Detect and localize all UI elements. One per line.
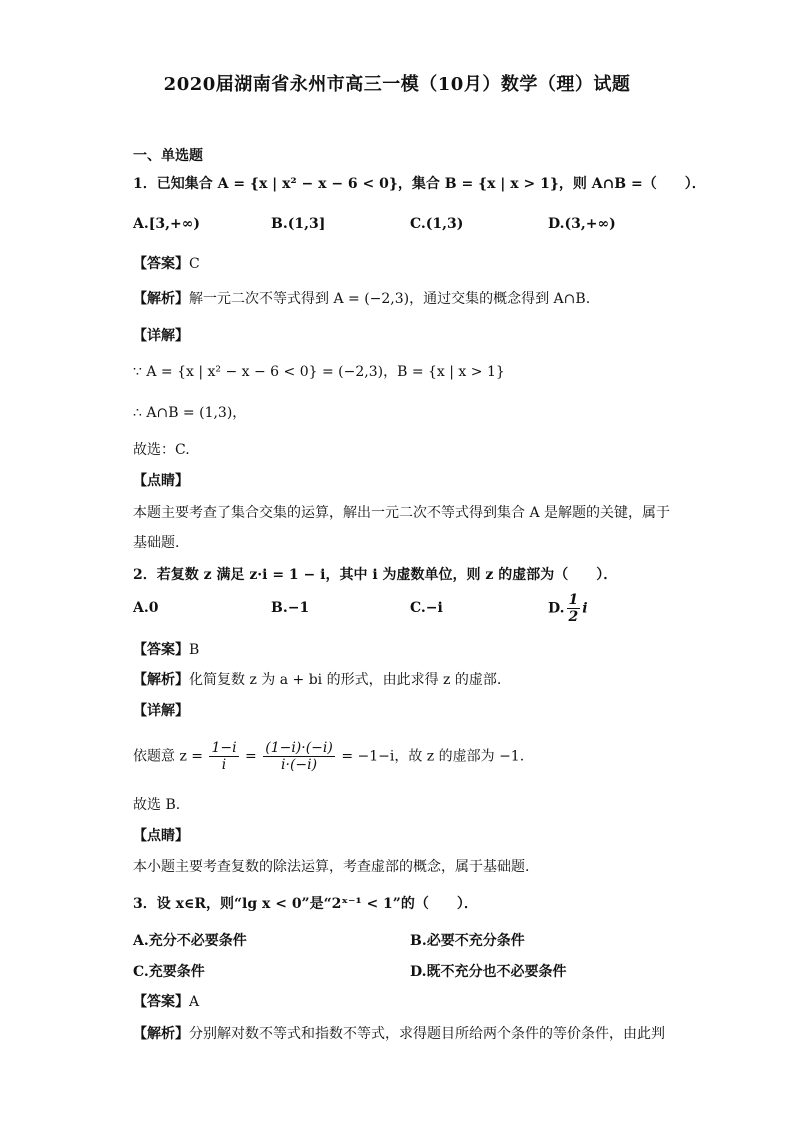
q2-stem: 2．若复数 z 满足 z·i = 1 − i，其中 i 为虚数单位，则 z 的虚部为（ ）． <box>133 567 618 583</box>
equation-fraction-1 <box>209 740 238 773</box>
analysis-tag: 【解析】 <box>133 672 189 688</box>
answer-tag: 【答案】 <box>133 642 189 658</box>
q1-option-b: B.(1,3] <box>271 216 326 232</box>
answer-tag: 【答案】 <box>133 256 189 272</box>
q1-option-d: D.(3,+∞) <box>548 216 616 232</box>
q2-option-d <box>548 592 588 625</box>
fraction-numerator: (1−i)·(−i) <box>265 740 333 756</box>
fraction-denominator: i·(−i) <box>281 757 318 773</box>
q2-comment: 本小题主要考查复数的除法运算，考查虚部的概念，属于基础题. <box>133 859 530 875</box>
analysis-text: 化简复数 z 为 a + bi 的形式，由此求得 z 的虚部. <box>189 672 502 688</box>
answer-value: B <box>189 642 200 658</box>
analysis-text: 解一元二次不等式得到 A = (−2,3)，通过交集的概念得到 A∩B. <box>189 291 591 307</box>
q1-comment-2: 基础题. <box>133 535 180 551</box>
q1-option-a: A.[3,+∞) <box>133 216 200 232</box>
q2-detail-end: 故选 B. <box>133 797 181 813</box>
q1-analysis <box>133 289 590 309</box>
q1-answer <box>133 254 200 274</box>
section-heading: 一、单选题 <box>133 148 203 164</box>
q3-option-b: B.必要不充分条件 <box>410 933 525 949</box>
q1-detail-2: ∴ A∩B = (1,3)， <box>133 405 247 421</box>
q3-analysis <box>133 1024 665 1044</box>
q3-stem: 3．设 x∈R，则“lg x < 0”是“2ˣ⁻¹ < 1”的（ ）． <box>133 896 478 912</box>
q1-detail-3: 故选：C. <box>133 442 190 458</box>
q1-comment-1: 本题主要考查了集合交集的运算，解出一元二次不等式得到集合 A 是解题的关键，属于 <box>133 505 671 521</box>
q3-option-c: C.充要条件 <box>133 964 205 980</box>
fraction-denominator: i <box>221 757 227 773</box>
equation-fraction-2 <box>263 740 335 773</box>
q2-analysis <box>133 670 501 690</box>
q1-detail-1: ∵ A = {x | x² − x − 6 < 0} = (−2,3)，B = {x | x > 1} <box>133 364 505 380</box>
q1-option-c: C.(1,3) <box>410 216 464 232</box>
answer-value: C <box>189 256 200 272</box>
detail-suffix: = −1−i，故 z 的虚部为 −1. <box>341 748 525 765</box>
page-title: 2020届湖南省永州市高三一模（10月）数学（理）试题 <box>163 74 631 95</box>
answer-value: A <box>189 994 200 1010</box>
option-d-fraction <box>567 592 581 625</box>
q2-option-a: A.0 <box>133 600 159 616</box>
q2-detail-tag: 【详解】 <box>133 703 189 719</box>
option-d-suffix: i <box>582 600 588 617</box>
q2-option-b: B.−1 <box>271 600 310 616</box>
analysis-tag: 【解析】 <box>133 291 189 307</box>
q2-option-c: C.−i <box>410 600 443 616</box>
option-d-label: D. <box>548 600 565 617</box>
fraction-numerator: 1−i <box>211 740 237 756</box>
q1-comment-tag: 【点睛】 <box>133 473 189 489</box>
equals-sign: = <box>245 748 257 765</box>
answer-tag: 【答案】 <box>133 994 189 1010</box>
q3-answer <box>133 992 199 1012</box>
fraction-denominator: 2 <box>568 609 579 625</box>
q3-option-a: A.充分不必要条件 <box>133 933 247 949</box>
fraction-numerator: 1 <box>568 592 579 608</box>
q2-answer <box>133 640 199 660</box>
q2-comment-tag: 【点睛】 <box>133 828 189 844</box>
q1-detail-tag: 【详解】 <box>133 328 189 344</box>
analysis-tag: 【解析】 <box>133 1026 189 1042</box>
analysis-text: 分别解对数不等式和指数不等式，求得题目所给两个条件的等价条件，由此判 <box>189 1026 665 1042</box>
detail-prefix: 依题意 z = <box>133 748 204 765</box>
q3-option-d: D.既不充分也不必要条件 <box>410 964 567 980</box>
q1-stem: 1．已知集合 A = {x | x² − x − 6 < 0}，集合 B = {x | x > 1}，则 A∩B =（ ）． <box>133 176 706 192</box>
q2-detail-equation <box>133 740 524 773</box>
